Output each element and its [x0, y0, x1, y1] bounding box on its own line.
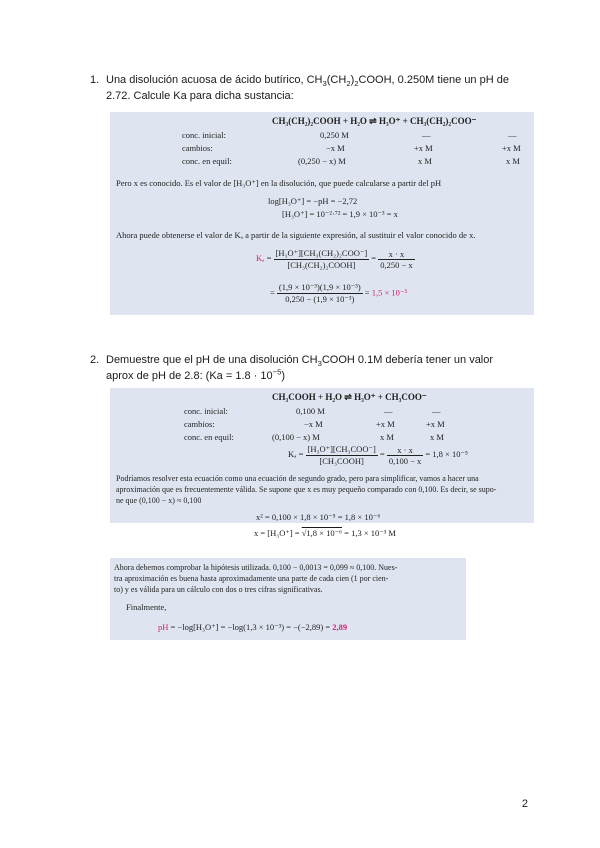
solution-box-1 — [110, 112, 534, 315]
table-cell: +x M — [414, 143, 433, 153]
question-2-line-2: aprox de pH de 2.8: $(Ka = 1.8 \cdot 10^{-5})$ — [106, 367, 286, 382]
row-label-changes: cambios: — [182, 143, 213, 153]
paragraph-line: ne que (0,100 − x) ≈ 0,100 — [116, 496, 202, 505]
ph-result: 2,89 — [332, 622, 348, 632]
equilibrium-equation: CH₃COOH + H₂O ⇌ H₃O⁺ + CH₃COO⁻ — [272, 392, 427, 402]
ph-symbol: pH — [158, 622, 169, 632]
paragraph-line: Ahora debemos comprobar la hipótesis utilizada. 0,100 − 0,0013 = 0,099 ≈ 0,100. Nues- — [114, 563, 398, 572]
row-label-initial: conc. inicial: — [184, 406, 228, 416]
table-cell: +x M — [502, 143, 521, 153]
finally-label: Finalmente, — [126, 602, 167, 612]
row-label-equilibrium: conc. en equil: — [182, 156, 232, 166]
table-cell: +x M — [426, 419, 445, 429]
ka-symbol: Kₐ = — [288, 448, 304, 459]
row-label-initial: conc. inicial: — [182, 130, 226, 140]
ka-expression: Kₐ = $\frac{\text{[H₃O⁺][CH₃(CH₂)₂COO⁻]}}{\text{[CH₃(CH₂)₂COOH]}}$ = $\frac{x \cdot x}{0,250 - x}$ — [256, 248, 413, 270]
table-cell: (0,100 − x) M — [272, 432, 320, 442]
solution-box-2 — [110, 388, 534, 523]
paragraph: Ahora puede obtenerse el valor de Kₐ a partir de la siguiente expresión, al sustituir el valor conocido de x. — [116, 230, 476, 240]
fraction: $\frac{\text{[H₃O⁺][CH₃COO⁻]}}{\text{[CH₃COOH]}}$ — [307, 444, 376, 466]
ka-value: = 1,8 × 10⁻⁵ — [425, 448, 468, 459]
table-cell: — — [508, 130, 517, 140]
ph-equation: pH = −log[H₃O⁺] = −log(1,3 × 10⁻³) = −(−2,89) = 2,89 — [158, 622, 348, 632]
fraction: $\frac{x \cdot x}{0,250 - x}$ — [380, 248, 413, 270]
table-cell: — — [384, 406, 393, 416]
solution-box-3 — [110, 558, 466, 640]
table-cell: +x M — [376, 419, 395, 429]
question-1-line-1: Una disolución acuosa de ácido butírico, $CH_3(CH_2)_2COOH$, 0.250M tiene un pH de — [106, 74, 509, 89]
table-cell: x M — [418, 156, 432, 166]
row-label-changes: cambios: — [184, 419, 215, 429]
concentration-equation: [H₃O⁺] = 10⁻²·⁷² = 1,9 × 10⁻³ = x — [282, 209, 398, 219]
x-equation: x = [H₃O⁺] = √1,8 × 10⁻⁶ = 1,3 × 10⁻³ M — [254, 528, 396, 538]
equilibrium-equation: CH₃(CH₂)₂COOH + H₂O ⇌ H₃O⁺ + CH₃(CH₂)₂COO⁻ — [272, 116, 477, 126]
question-1-line-2: 2.72. Calcule Ka para dicha sustancia: — [106, 90, 294, 102]
paragraph-line: aproximación que es frecuentemente válida. Se supone que x es muy pequeño comparado con 0,100. Es decir, se supo- — [116, 485, 497, 494]
table-cell: (0,250 − x) M — [298, 156, 346, 166]
ka-expression: Kₐ = $\frac{\text{[H₃O⁺][CH₃COO⁻]}}{\text{[CH₃COOH]}}$ = $\frac{x \cdot x}{0,100 - x}$ = 1,8 × 10⁻⁵ — [288, 444, 468, 466]
x-squared-equation: x² = 0,100 × 1,8 × 10⁻⁵ = 1,8 × 10⁻⁶ — [256, 512, 381, 522]
question-2-line-1: Demuestre que el pH de una disolución $CH_3COOH$ 0.1M debería tener un valor — [106, 354, 494, 369]
fraction: $\frac{\text{(1,9 × 10⁻³)(1,9 × 10⁻³)}}{\text{0,250 − (1,9 × 10⁻³)}}$ — [278, 282, 361, 304]
ka-symbol: Kₐ — [256, 252, 265, 263]
table-cell: — — [422, 130, 431, 140]
paragraph-line: to) y es válida para un cálculo con dos o tres cifras significativas. — [114, 585, 323, 594]
fraction: $\frac{x \cdot x}{0,100 - x}$ — [388, 444, 422, 466]
ka-substitution: = $\frac{\text{(1,9 × 10⁻³)(1,9 × 10⁻³)}}{\text{0,250 − (1,9 × 10⁻³)}}$ = 1,5 × 10⁻⁵ — [270, 282, 408, 304]
page-number: 2 — [521, 798, 528, 810]
paragraph-line: Podríamos resolver esta ecuación como una ecuación de segundo grado, pero para simplificar, vamos a hacer una — [116, 474, 479, 483]
question-2-number: 2. — [90, 354, 100, 366]
table-cell: −x M — [326, 143, 345, 153]
paragraph: Pero x es conocido. Es el valor de [H₃O⁺] en la disolución, que puede calcularse a partir del pH — [116, 178, 442, 188]
table-cell: — — [432, 406, 441, 416]
table-cell: −x M — [304, 419, 323, 429]
table-cell: x M — [430, 432, 444, 442]
log-equation: log[H₃O⁺] = −pH = −2,72 — [268, 196, 358, 206]
paragraph-line: tra aproximación es buena hasta aproximadamente una parte de cada cien (1 por cien- — [114, 574, 389, 583]
table-cell: 0,250 M — [320, 130, 349, 140]
table-cell: 0,100 M — [296, 406, 325, 416]
table-cell: x M — [380, 432, 394, 442]
table-cell: x M — [506, 156, 520, 166]
question-1-number: 1. — [90, 74, 100, 86]
ka-result: 1,5 × 10⁻⁵ — [371, 287, 408, 298]
row-label-equilibrium: conc. en equil: — [184, 432, 234, 442]
fraction: $\frac{\text{[H₃O⁺][CH₃(CH₂)₂COO⁻]}}{\text{[CH₃(CH₂)₂COOH]}}$ — [275, 248, 368, 270]
